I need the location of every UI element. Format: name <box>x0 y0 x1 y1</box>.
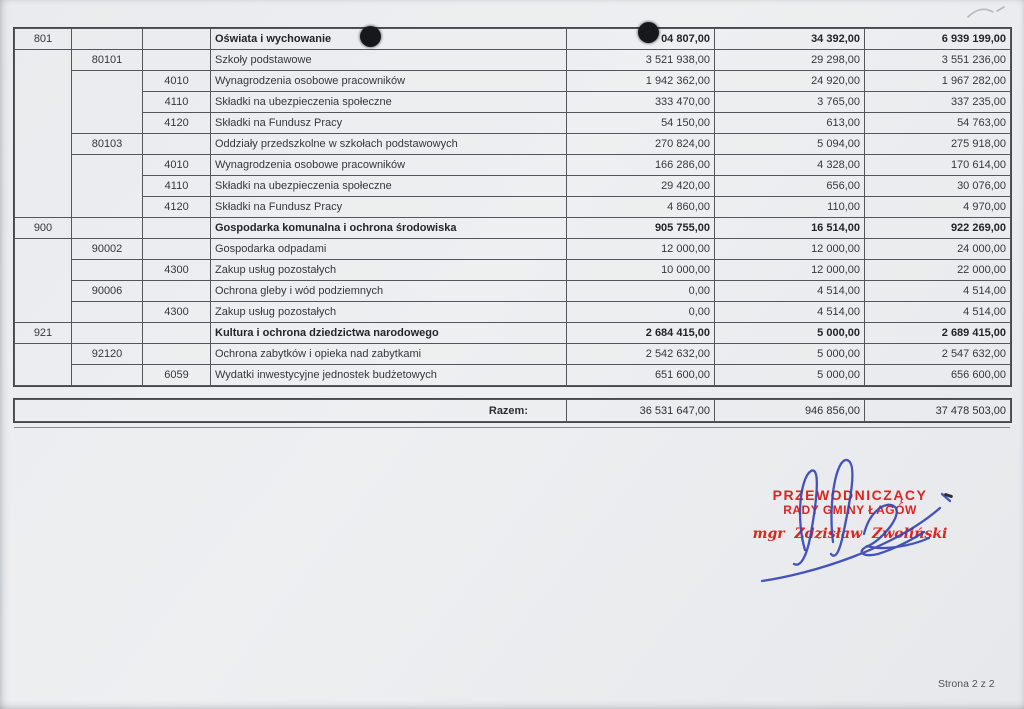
cell-amount-1: 0,00 <box>567 281 715 302</box>
table-row <box>15 155 1011 176</box>
cell-amount-3: 2 547 632,00 <box>865 344 1011 365</box>
cell-paragraf: 4300 <box>143 260 211 281</box>
cell-amount-3: 170 614,00 <box>865 155 1011 176</box>
table-row <box>15 281 1011 302</box>
cell-amount-3: 54 763,00 <box>865 113 1011 134</box>
totals-label: Razem: <box>15 400 567 422</box>
cell-dzial <box>15 50 72 218</box>
cell-amount-1: 10 000,00 <box>567 260 715 281</box>
cell-name: Składki na ubezpieczenia społeczne <box>211 92 567 113</box>
table-row <box>15 71 1011 92</box>
totals-amount-2: 946 856,00 <box>715 400 865 422</box>
cell-amount-1: 29 420,00 <box>567 176 715 197</box>
table-row <box>15 260 1011 281</box>
cell-paragraf: 4120 <box>143 113 211 134</box>
cell-paragraf: 4300 <box>143 302 211 323</box>
cell-paragraf <box>143 218 211 239</box>
cell-dzial: 921 <box>15 323 72 344</box>
cell-amount-2: 613,00 <box>715 113 865 134</box>
stamp-name: mgr Zdzisław Zwoliński <box>752 526 948 542</box>
cell-amount-3: 2 689 415,00 <box>865 323 1011 344</box>
cell-paragraf: 4110 <box>143 92 211 113</box>
cell-amount-1: 54 150,00 <box>567 113 715 134</box>
cell-name: Składki na Fundusz Pracy <box>211 113 567 134</box>
cell-amount-3: 1 967 282,00 <box>865 71 1011 92</box>
cell-dzial <box>15 239 72 323</box>
cell-name: Wynagrodzenia osobowe pracowników <box>211 71 567 92</box>
cell-amount-3: 275 918,00 <box>865 134 1011 155</box>
cell-amount-1: 2 542 632,00 <box>567 344 715 365</box>
cell-name: Oświata i wychowanie <box>211 29 567 50</box>
cell-name: Szkoły podstawowe <box>211 50 567 71</box>
cell-amount-1: 333 470,00 <box>567 92 715 113</box>
cell-amount-3: 4 514,00 <box>865 281 1011 302</box>
cell-amount-1: 4 860,00 <box>567 197 715 218</box>
cell-name: Składki na Fundusz Pracy <box>211 197 567 218</box>
cell-amount-2: 656,00 <box>715 176 865 197</box>
table-row <box>15 239 1011 260</box>
cell-paragraf <box>143 344 211 365</box>
table-row <box>15 113 1011 134</box>
cell-name: Ochrona gleby i wód podziemnych <box>211 281 567 302</box>
cell-paragraf: 4010 <box>143 155 211 176</box>
cell-name: Gospodarka komunalna i ochrona środowiska <box>211 218 567 239</box>
cell-amount-3: 24 000,00 <box>865 239 1011 260</box>
cell-amount-2: 4 514,00 <box>715 302 865 323</box>
table-row <box>15 323 1011 344</box>
stamp-title: PRZEWODNICZĄCY <box>772 487 928 503</box>
cell-amount-2: 12 000,00 <box>715 239 865 260</box>
cell-rozdzial: 80103 <box>72 134 143 155</box>
table-row <box>15 197 1011 218</box>
cell-rozdzial: 80101 <box>72 50 143 71</box>
cell-name: Wynagrodzenia osobowe pracowników <box>211 155 567 176</box>
cell-rozdzial <box>72 29 143 50</box>
table-row <box>15 365 1011 386</box>
cell-amount-1: 12 000,00 <box>567 239 715 260</box>
hole-punch-mark-left <box>360 26 381 47</box>
cell-name: Oddziały przedszkolne w szkołach podstawowych <box>211 134 567 155</box>
cell-amount-3: 656 600,00 <box>865 365 1011 386</box>
cell-amount-2: 5 000,00 <box>715 323 865 344</box>
cell-amount-3: 4 970,00 <box>865 197 1011 218</box>
cell-amount-2: 29 298,00 <box>715 50 865 71</box>
cell-amount-2: 3 765,00 <box>715 92 865 113</box>
cell-paragraf <box>143 323 211 344</box>
cell-amount-2: 16 514,00 <box>715 218 865 239</box>
cell-amount-2: 4 514,00 <box>715 281 865 302</box>
cell-name: Ochrona zabytków i opieka nad zabytkami <box>211 344 567 365</box>
signature-ink <box>743 448 955 590</box>
cell-amount-1: 0,00 <box>567 302 715 323</box>
cell-paragraf: 4110 <box>143 176 211 197</box>
cell-name: Zakup usług pozostałych <box>211 302 567 323</box>
cell-amount-3: 337 235,00 <box>865 92 1011 113</box>
stamp-subtitle: RADY GMINY ŁAGÓW <box>783 503 917 517</box>
cell-amount-3: 3 551 236,00 <box>865 50 1011 71</box>
scan-ghost-line <box>14 427 1010 428</box>
cell-amount-2: 5 094,00 <box>715 134 865 155</box>
cell-name: Zakup usług pozostałych <box>211 260 567 281</box>
cell-paragraf <box>143 134 211 155</box>
table-row <box>15 176 1011 197</box>
cell-paragraf: 4010 <box>143 71 211 92</box>
cell-amount-1: 04 807,00 <box>567 29 715 50</box>
cell-amount-2: 24 920,00 <box>715 71 865 92</box>
cell-amount-1: 166 286,00 <box>567 155 715 176</box>
cell-amount-3: 22 000,00 <box>865 260 1011 281</box>
totals-table <box>14 399 1011 422</box>
cell-paragraf: 4120 <box>143 197 211 218</box>
cell-rozdzial <box>72 218 143 239</box>
cell-amount-1: 270 824,00 <box>567 134 715 155</box>
table-row <box>15 50 1011 71</box>
cell-amount-3: 6 939 199,00 <box>865 29 1011 50</box>
cell-rozdzial: 92120 <box>72 344 143 365</box>
budget-table <box>14 28 1011 386</box>
cell-amount-2: 5 000,00 <box>715 344 865 365</box>
cell-rozdzial: 90006 <box>72 281 143 302</box>
cell-name: Gospodarka odpadami <box>211 239 567 260</box>
cell-rozdzial <box>72 260 143 281</box>
cell-rozdzial <box>72 155 143 218</box>
cell-amount-1: 651 600,00 <box>567 365 715 386</box>
totals-row <box>15 400 1011 422</box>
totals-amount-1: 36 531 647,00 <box>567 400 715 422</box>
cell-paragraf <box>143 50 211 71</box>
cell-amount-2: 4 328,00 <box>715 155 865 176</box>
cell-paragraf: 6059 <box>143 365 211 386</box>
cell-amount-2: 110,00 <box>715 197 865 218</box>
cell-rozdzial <box>72 71 143 134</box>
pencil-mark <box>962 2 1014 24</box>
hole-punch-mark-right <box>638 22 659 43</box>
cell-amount-3: 922 269,00 <box>865 218 1011 239</box>
page-number: Strona 2 z 2 <box>938 678 995 690</box>
cell-rozdzial <box>72 365 143 386</box>
cell-dzial: 900 <box>15 218 72 239</box>
cell-amount-1: 1 942 362,00 <box>567 71 715 92</box>
table-row <box>15 134 1011 155</box>
cell-amount-2: 5 000,00 <box>715 365 865 386</box>
cell-paragraf <box>143 281 211 302</box>
cell-amount-1: 3 521 938,00 <box>567 50 715 71</box>
table-row <box>15 218 1011 239</box>
cell-name: Składki na ubezpieczenia społeczne <box>211 176 567 197</box>
table-row <box>15 302 1011 323</box>
cell-name: Wydatki inwestycyjne jednostek budżetowych <box>211 365 567 386</box>
table-row <box>15 344 1011 365</box>
cell-dzial: 801 <box>15 29 72 50</box>
cell-rozdzial <box>72 302 143 323</box>
cell-dzial <box>15 344 72 386</box>
cell-amount-3: 4 514,00 <box>865 302 1011 323</box>
cell-amount-1: 2 684 415,00 <box>567 323 715 344</box>
table-row <box>15 29 1011 50</box>
totals-amount-3: 37 478 503,00 <box>865 400 1011 422</box>
budget-table-body <box>15 29 1011 386</box>
cell-rozdzial: 90002 <box>72 239 143 260</box>
cell-name: Kultura i ochrona dziedzictwa narodowego <box>211 323 567 344</box>
cell-amount-2: 34 392,00 <box>715 29 865 50</box>
cell-paragraf <box>143 29 211 50</box>
cell-amount-2: 12 000,00 <box>715 260 865 281</box>
cell-amount-3: 30 076,00 <box>865 176 1011 197</box>
cell-rozdzial <box>72 323 143 344</box>
table-row <box>15 92 1011 113</box>
cell-amount-1: 905 755,00 <box>567 218 715 239</box>
cell-paragraf <box>143 239 211 260</box>
